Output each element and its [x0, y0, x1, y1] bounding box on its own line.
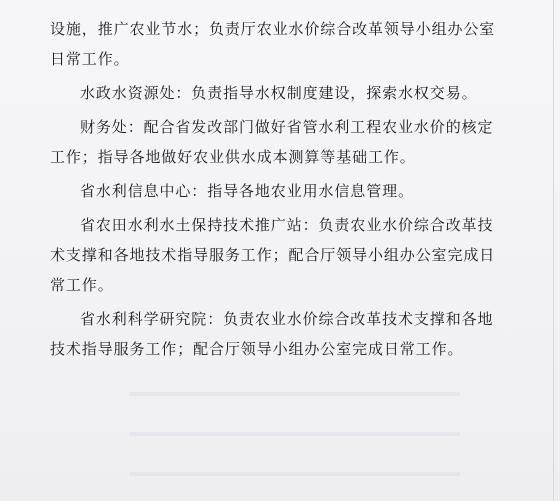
paragraph-line: 省农田水利水土保持技术推广站：负责农业水价综合改革技 [80, 216, 494, 234]
paragraph-line: 省水利科学研究院：负责农业水价综合改革技术支撑和各地 [80, 310, 494, 328]
document-body [50, 14, 520, 364]
paragraph-line: 常工作。 [50, 276, 114, 294]
page-edge [553, 0, 554, 501]
paragraph-line: 技术指导服务工作；配合厅领导小组办公室完成日常工作。 [50, 340, 464, 358]
paragraph-line: 水政水资源处：负责指导水权制度建设，探索水权交易。 [80, 84, 478, 102]
paragraph-line: 日常工作。 [50, 50, 130, 68]
bleed-through-text [130, 370, 460, 490]
paragraph-line: 术支撑和各地技术指导服务工作；配合厅领导小组办公室完成日 [50, 246, 496, 264]
paragraph-line: 财务处：配合省发改部门做好省管水利工程农业水价的核定 [80, 118, 494, 136]
paragraph-line: 省水利信息中心：指导各地农业用水信息管理。 [80, 182, 414, 200]
paragraph-line: 设施，推广农业节水；负责厅农业水价综合改革领导小组办公室 [50, 20, 496, 38]
paragraph-line: 工作；指导各地做好农业供水成本测算等基础工作。 [50, 148, 416, 166]
